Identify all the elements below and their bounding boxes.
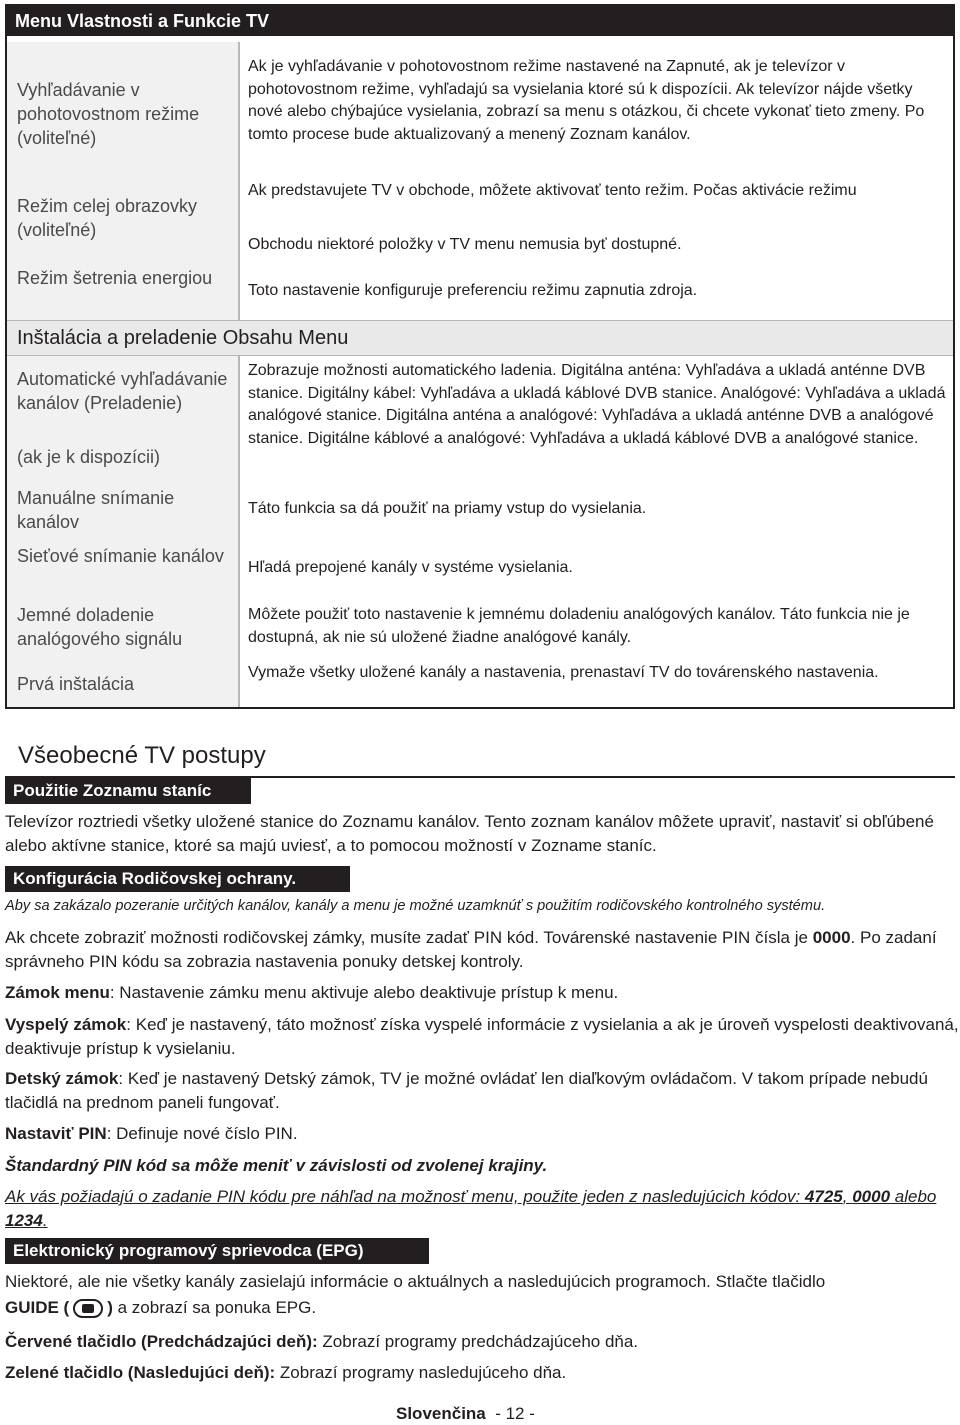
guide-label-close: ) (107, 1298, 113, 1317)
set-pin-term: Nastaviť PIN (5, 1124, 107, 1143)
pin-code-1: 4725 (804, 1187, 843, 1206)
pin-code-or: alebo (890, 1187, 937, 1206)
label-first-install: Prvá inštalácia (17, 674, 135, 694)
channel-list-text: Televízor roztriedi všetky uložené stanice do Zoznamu kanálov. Tento zoznam kanálov môžete upraviť, nastaviť si obľúbené alebo aktívne stanice, ktoré sa majú uviesť, a to pomocou možností v Zozname staníc. (5, 812, 934, 855)
install-section-title: Inštalácia a preladenie Obsahu Menu (7, 320, 953, 356)
maturity-lock-text: : Keď je nastavený, táto možnosť získa vyspelé informácie z vysielania a ak je úroveň vyspelosti deaktivovaná, deaktivuje prístup k vysielaniu. (5, 1015, 959, 1058)
pin-code-sep: , (842, 1187, 853, 1206)
page-number: - 12 - (495, 1404, 535, 1423)
epg-text: Niektoré, ale nie všetky kanály zasielajú informácie o aktuálnych a nasledujúcich programoch. Stlačte tlačidlo (5, 1272, 826, 1291)
label-standby-search: Vyhľadávanie v pohotovostnom režime (voliteľné) (17, 80, 200, 148)
pin-codes-note (5, 1185, 960, 1232)
green-button-text: Zobrazí programy nasledujúceho dňa. (275, 1363, 567, 1382)
set-pin-text: : Definuje nové číslo PIN. (106, 1124, 298, 1143)
green-button-line (5, 1361, 960, 1385)
general-procedures-title: Všeobecné TV postupy (18, 742, 266, 769)
red-button-line (5, 1330, 960, 1354)
label-auto-search-availability: (ak je k dispozícii) (17, 447, 161, 467)
label-store-mode: Režim celej obrazovky (voliteľné) (17, 196, 198, 240)
desc-standby-search: Ak je vyhľadávanie v pohotovostnom režime nastavené na Zapnuté, ak je televízor v pohotovostnom režime, vyhľadajú sa vysielania ktoré sú k dispozícii. Ak televízor nájde všetky nové alebo chýbajúce vysielania, zobrazí sa menu s otázkou, či chcete vykonať tieto zmeny. Po tomto procese bude aktualizovaný a menený Zoznam kanálov. (248, 58, 925, 143)
epg-heading: Elektronický programový sprievodca (EPG) (5, 1238, 429, 1264)
parental-intro-text-2: . Po zadaní správneho PIN kódu sa zobrazia nastavenia ponuky detskej kontroly. (5, 928, 937, 971)
label-manual-scan: Manuálne snímanie kanálov (17, 488, 175, 532)
default-pin: 0000 (812, 928, 851, 947)
menu-lock-term: Zámok menu (5, 983, 110, 1002)
footer-language: Slovenčina (396, 1404, 486, 1423)
guide-line (5, 1296, 960, 1320)
parental-heading: Konfigurácia Rodičovskej ochrany. (5, 866, 350, 892)
guide-text: a zobrazí sa ponuka EPG. (112, 1298, 317, 1317)
pin-codes-text: Ak vás požiadajú o zadanie PIN kódu pre náhľad na možnosť menu, použite jeden z nasledujúcich kódov: (5, 1187, 805, 1206)
menu-lock-text: : Nastavenie zámku menu aktivuje alebo deaktivuje prístup k menu. (109, 983, 619, 1002)
label-power-mode: Režim šetrenia energiou (17, 268, 213, 288)
parental-intro (5, 926, 960, 973)
pin-code-dot: . (42, 1210, 48, 1230)
desc-store-mode-a: Ak predstavujete TV v obchode, môžete aktivovať tento režim. Počas aktivácie režimu (248, 182, 857, 199)
desc-power-mode: Toto nastavenie konfiguruje preferenciu režimu zapnutia zdroja. (248, 282, 698, 299)
label-auto-search: Automatické vyhľadávanie kanálov (Preladenie) (17, 369, 228, 413)
parental-note: Aby sa zakázalo pozeranie určitých kanálov, kanály a menu je možné uzamknúť s použitím rodičovského kontrolného systému. (5, 898, 826, 914)
guide-label: GUIDE ( (5, 1298, 70, 1317)
desc-fine-tune: Môžete použiť toto nastavenie k jemnému doladeniu analógových kanálov. Táto funkcia nie je dostupná, ak nie sú uložené žiadne analógové kanály. (248, 606, 910, 646)
pin-code-2: 0000 (852, 1187, 891, 1206)
desc-manual-scan: Táto funkcia sa dá použiť na priamy vstup do vysielania. (248, 500, 647, 517)
red-button-text: Zobrazí programy predchádzajúceho dňa. (317, 1332, 639, 1351)
channel-list-heading: Použitie Zoznamu staníc (5, 778, 251, 804)
label-network-scan: Sieťové snímanie kanálov (17, 546, 224, 566)
desc-store-mode-b: Obchodu niektoré položky v TV menu nemusia byť dostupné. (248, 236, 682, 253)
desc-auto-search: Zobrazuje možnosti automatického ladenia. Digitálna anténa: Vyhľadáva a ukladá anténne DVB stanice. Digitálny kábel: Vyhľadáva a ukladá káblové DVB stanice. Analógové: Vyhľadáva a ukladá analógové stanice. Digitálna anténa a analógové: Vyhľadáva a ukladá anténne DVB a analógové stanice. Digitálne káblové a analógové: Vyhľadáva a ukladá káblové DVB a analógové stanice. (248, 362, 946, 447)
set-pin-line (5, 1122, 960, 1146)
maturity-lock-line (5, 1013, 960, 1060)
parental-intro-text: Ak chcete zobraziť možnosti rodičovskej zámky, musíte zadať PIN kód. Továrenské nastavenie PIN čísla je (5, 928, 808, 947)
child-lock-line (5, 1067, 960, 1114)
child-lock-text: : Keď je nastavený Detský zámok, TV je možné ovládať len diaľkovým ovládačom. V takom prípade nebudú tlačidlá na prednom paneli fungovať. (5, 1069, 928, 1112)
desc-first-install: Vymaže všetky uložené kanály a nastavenia, prenastaví TV do továrenského nastavenia. (248, 664, 879, 681)
red-button-term: Červené tlačidlo (Predchádzajúci deň): (5, 1332, 318, 1351)
label-fine-tune: Jemné doladenie analógového signálu (17, 605, 183, 649)
desc-network-scan: Hľadá prepojené kanály v systéme vysielania. (248, 559, 573, 576)
menu-lock-line (5, 981, 960, 1005)
child-lock-term: Detský zámok (5, 1069, 119, 1088)
pin-code-3: 1234 (5, 1210, 43, 1230)
page-footer (396, 1404, 535, 1424)
menu-table-title: Menu Vlastnosti a Funkcie TV (7, 6, 953, 36)
maturity-lock-term: Vyspelý zámok (5, 1015, 127, 1034)
green-button-term: Zelené tlačidlo (Nasledujúci deň): (5, 1363, 276, 1382)
guide-button-icon (73, 1299, 103, 1318)
standard-pin-note: Štandardný PIN kód sa môže meniť v závislosti od zvolenej krajiny. (5, 1156, 548, 1175)
features-menu-table (5, 4, 955, 709)
